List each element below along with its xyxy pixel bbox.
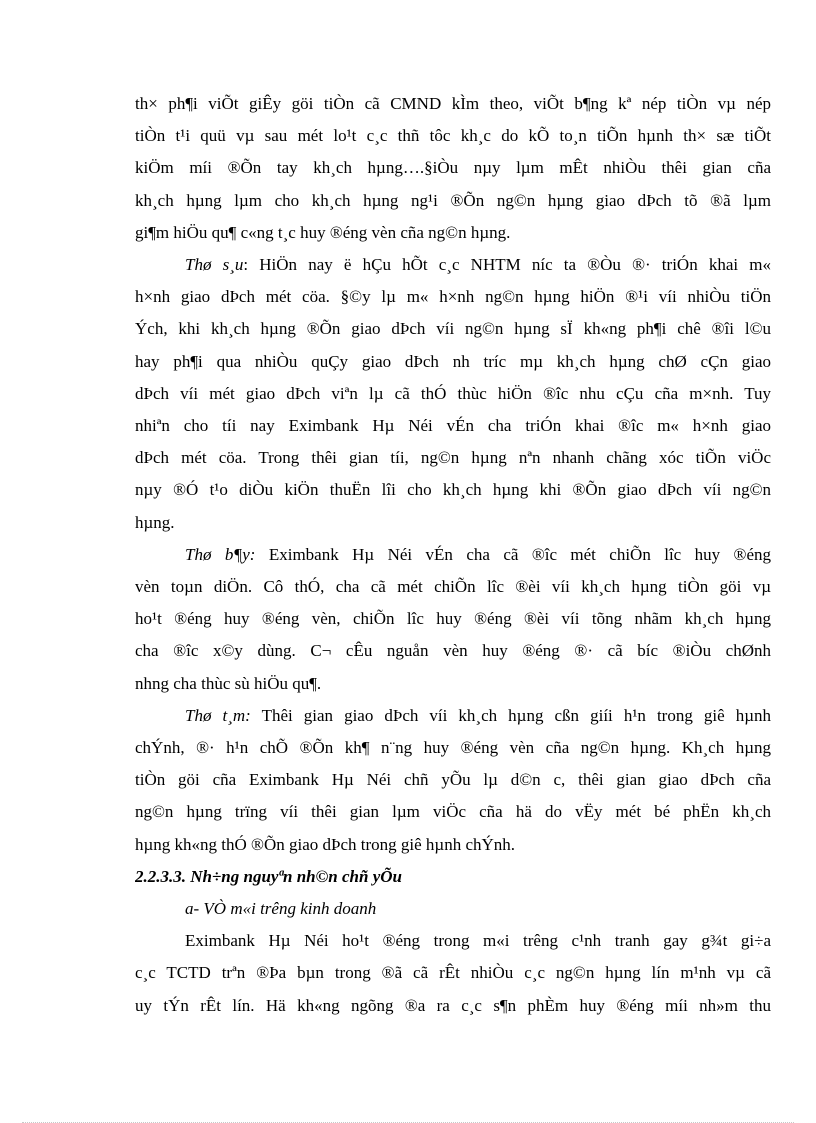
- lead-label: Thø t¸m:: [185, 706, 251, 725]
- paragraph-line: h×nh giao dÞch mét cöa. §©y lµ m« h×nh ng©n hµng hiÖn ®¹i víi nhiÒu tiÖn: [135, 287, 771, 306]
- lead-label: Thø b¶y:: [185, 545, 256, 564]
- paragraph-first-line: Eximbank Hµ Néi ho¹t ®éng trong m«i trêng c¹nh tranh gay g¾t gi÷a: [185, 931, 771, 950]
- paragraph-line: kiÖm míi ®Õn tay kh¸ch hµng….§iÒu nµy lµm mÊt nhiÒu thêi gian cña: [135, 158, 771, 177]
- paragraph-lead-line: [185, 543, 771, 567]
- paragraph-line: hµng.: [135, 513, 175, 532]
- paragraph-line: hay ph¶i qua nhiÒu quÇy giao dÞch nh tríc mµ kh¸ch hµng chØ cÇn giao: [135, 352, 771, 371]
- paragraph-line: nµy ®Ó t¹o diÒu kiÖn thuËn lîi cho kh¸ch hµng khi ®Õn giao dÞch víi ng©n: [135, 480, 771, 499]
- lead-text: Thêi gian giao dÞch víi kh¸ch hµng cßn giíi h¹n trong giê hµnh: [250, 706, 771, 725]
- paragraph-line: ho¹t ®éng huy ®éng vèn, chiÕn lîc huy ®éng ®èi víi tõng nhãm kh¸ch hµng: [135, 609, 771, 628]
- paragraph-lead-line: [185, 253, 771, 277]
- paragraph-line: th× ph¶i viÕt giÊy göi tiÒn cã CMND kÌm theo, viÕt b¶ng kª nép tiÒn vµ nép: [135, 94, 771, 113]
- paragraph-line: c¸c TCTD trªn ®Þa bµn trong ®ã cã rÊt nhiÒu c¸c ng©n hµng lín m¹nh vµ cã: [135, 963, 771, 982]
- paragraph-line: uy tÝn rÊt lín. Hä kh«ng ngõng ®a ra c¸c s¶n phÈm huy ®éng míi nh»m thu: [135, 996, 771, 1015]
- paragraph-line: tiÒn t¹i quü vµ sau mét lo¹t c¸c thñ tôc kh¸c do kÕ to¸n tiÕn hµnh th× sæ tiÕt: [135, 126, 771, 145]
- paragraph-line: dÞch víi mét giao dÞch viªn lµ cã thÓ thùc hiÖn ®îc nhu cÇu cña m×nh. Tuy: [135, 384, 771, 403]
- paragraph-line: nhiªn cho tíi nay Eximbank Hµ Néi vÉn cha triÓn khai ®îc m« h×nh giao: [135, 416, 771, 435]
- paragraph-line: chÝnh, ®· h¹n chÕ ®Õn kh¶ n¨ng huy ®éng vèn cña ng©n hµng. Kh¸ch hµng: [135, 738, 771, 757]
- paragraph-line: vèn toµn diÖn. Cô thÓ, cha cã mét chiÕn lîc ®èi víi kh¸ch hµng tiÒn göi vµ: [135, 577, 771, 596]
- lead-text: Eximbank Hµ Néi vÉn cha cã ®îc mét chiÕn lîc huy ®éng: [255, 545, 771, 564]
- paragraph-line: cha ®îc x©y dùng. C¬ cÊu nguån vèn huy ®éng ®· cã bíc ®iÒu chØnh: [135, 641, 771, 660]
- subsection-heading: a- VÒ m«i trêng kinh doanh: [185, 899, 377, 918]
- section-heading: 2.2.3.3. Nh÷ng nguyªn nh©n chñ yÕu: [135, 867, 402, 886]
- paragraph-line: gi¶m hiÖu qu¶ c«ng t¸c huy ®éng vèn cña ng©n hµng.: [135, 223, 511, 242]
- paragraph-lead-line: [185, 704, 771, 728]
- paragraph-line: tiÒn göi cña Eximbank Hµ Néi chñ yÕu lµ d©n c, thêi gian giao dÞch cña: [135, 770, 771, 789]
- paragraph-line: nhng cha thùc sù hiÖu qu¶.: [135, 674, 322, 693]
- paragraph-line: Ých, khi kh¸ch hµng ®Õn giao dÞch víi ng©n hµng sÏ kh«ng ph¶i chê ®îi l©u: [135, 319, 771, 338]
- paragraph-line: kh¸ch hµng lµm cho kh¸ch hµng ng¹i ®Õn ng©n hµng giao dÞch tõ ®ã lµm: [135, 191, 771, 210]
- paragraph-line: hµng kh«ng thÓ ®Õn giao dÞch trong giê hµnh chÝnh.: [135, 835, 516, 854]
- paragraph-line: ng©n hµng trïng víi thêi gian lµm viÖc cña hä do vËy mét bé phËn kh¸ch: [135, 802, 771, 821]
- lead-label: Thø s¸u: [185, 255, 244, 274]
- lead-text: : HiÖn nay ë hÇu hÕt c¸c NHTM níc ta ®Òu ®· triÓn khai m«: [243, 255, 771, 274]
- paragraph-line: dÞch mét cöa. Trong thêi gian tíi, ng©n hµng nªn nhanh chãng xóc tiÕn viÖc: [135, 448, 771, 467]
